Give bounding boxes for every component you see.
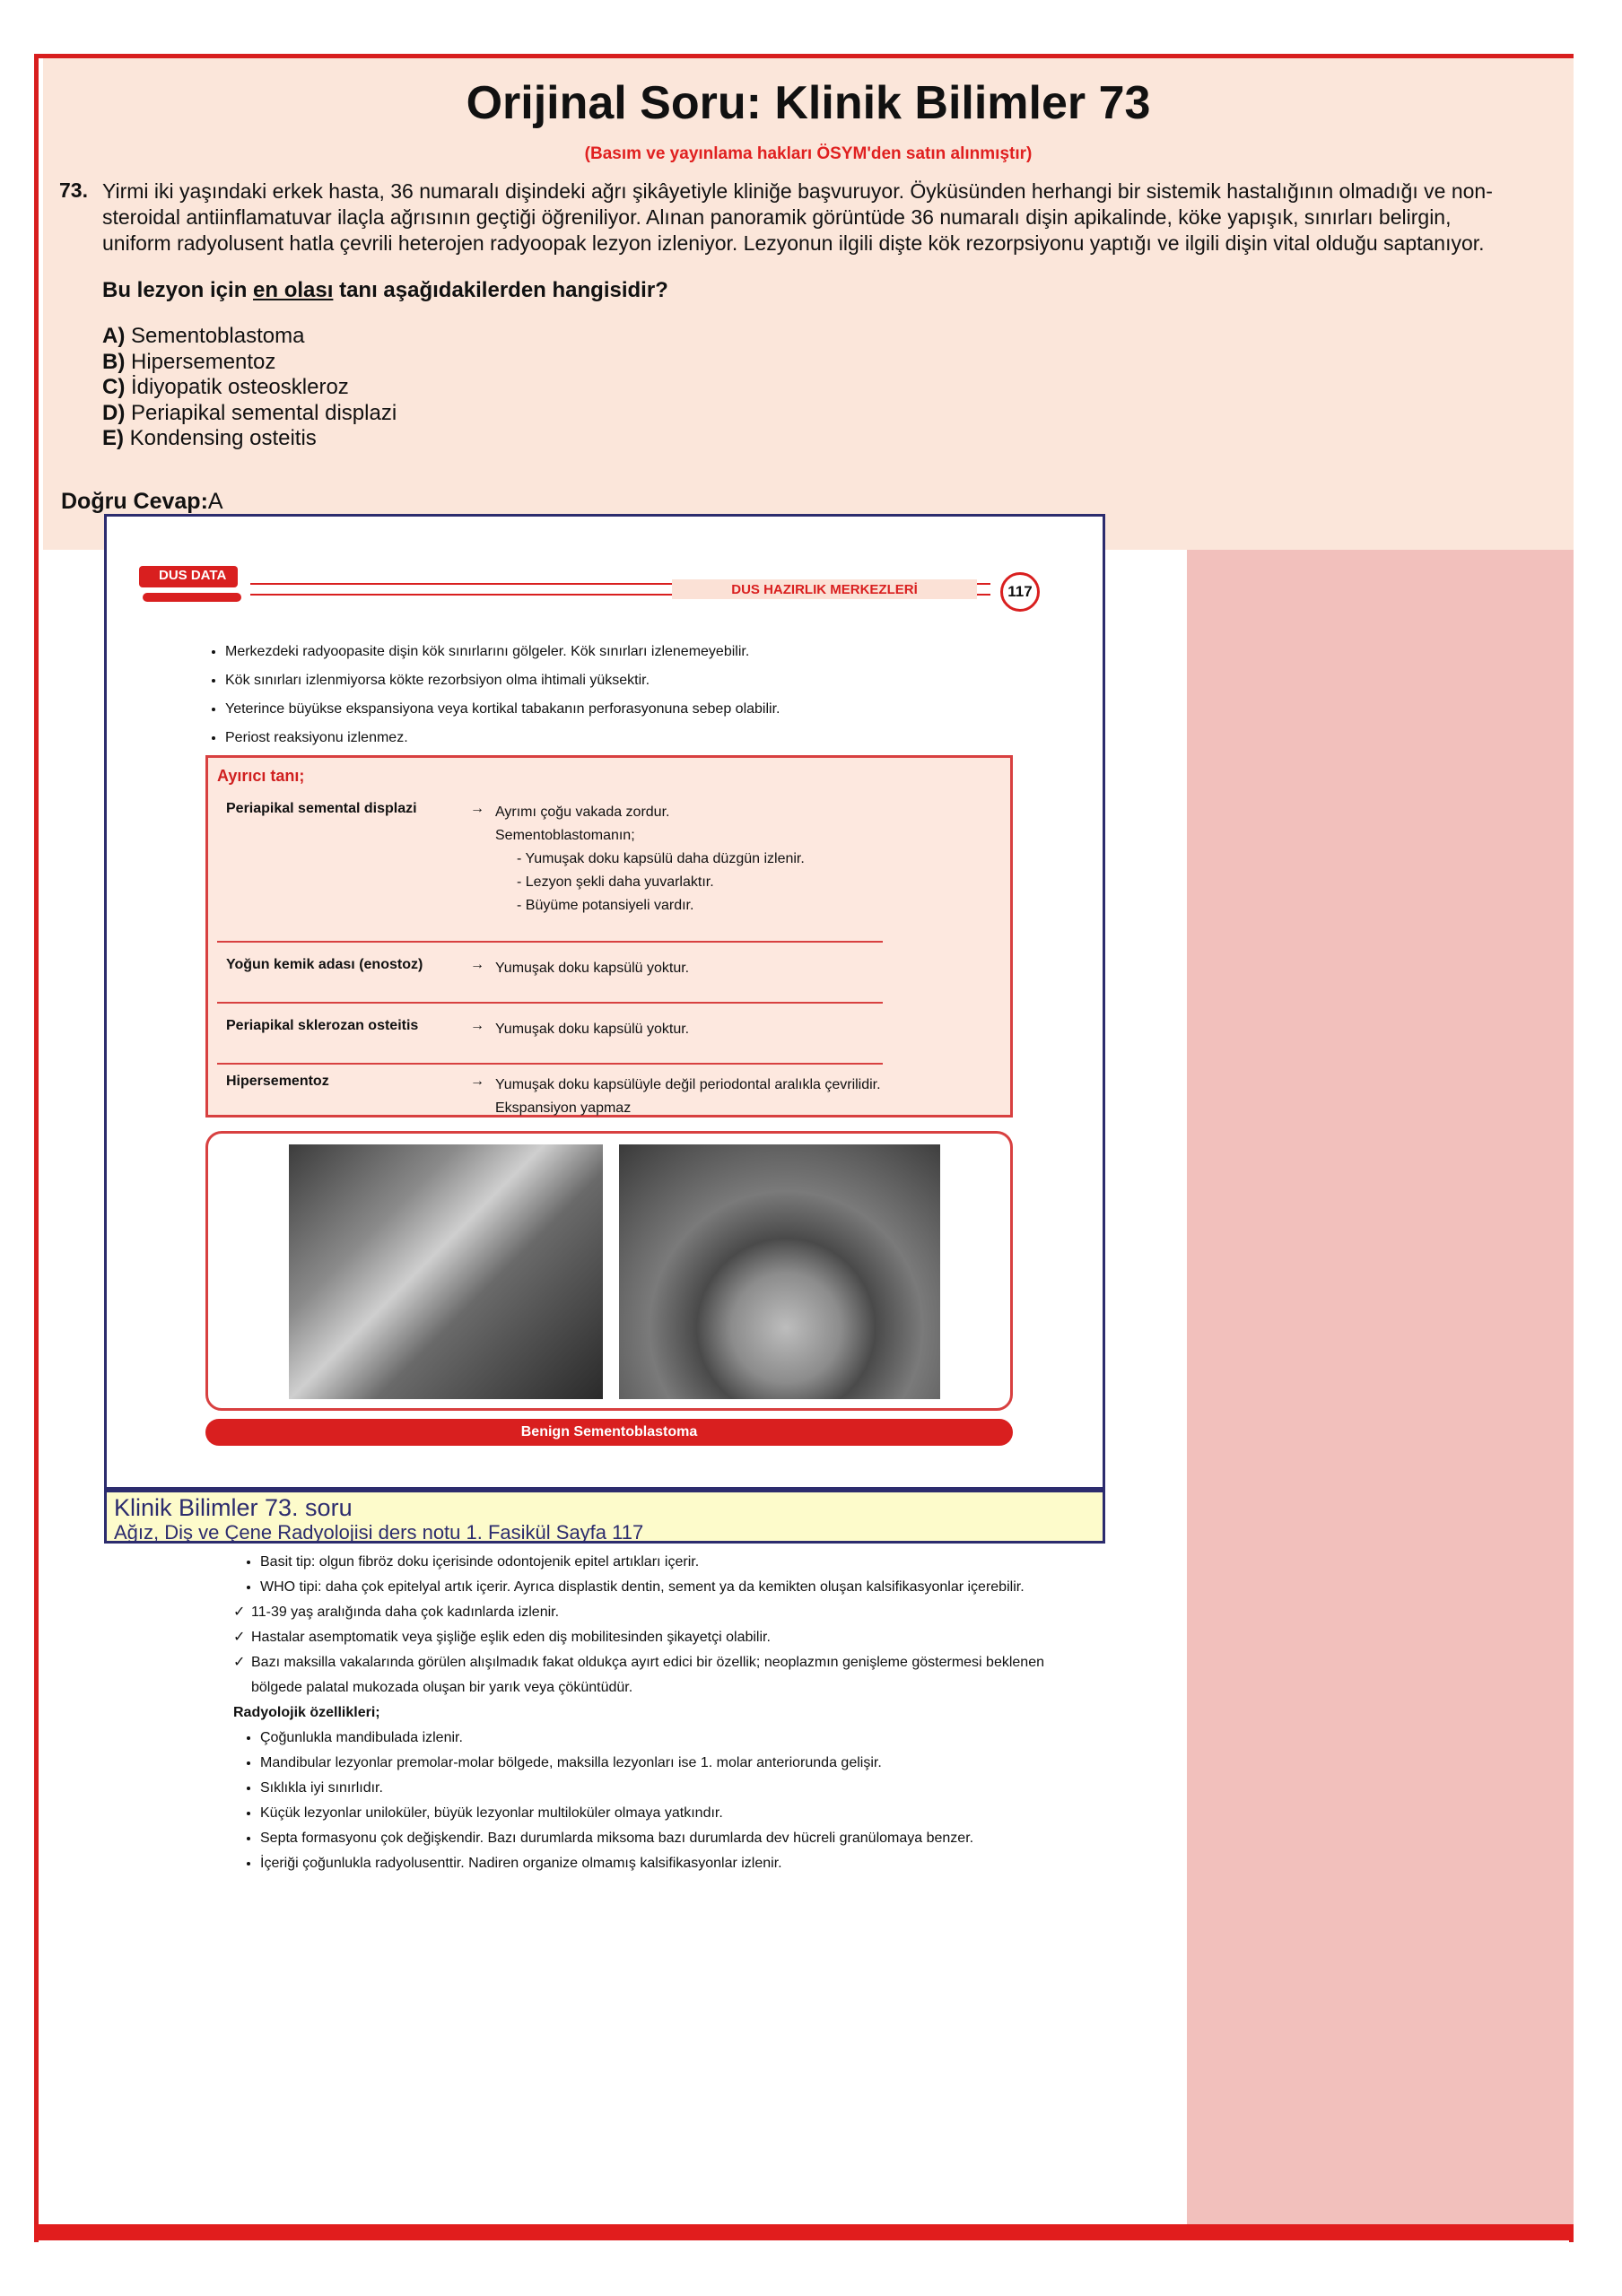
list-item: • Kök sınırları izlenmiyorsa kökte rezorbsiyon olma ihtimali yüksektir. xyxy=(225,666,1033,695)
side-strip xyxy=(1187,550,1574,2229)
option-b: B) Hipersementoz xyxy=(102,349,276,374)
option-d: D) Periapikal semental displazi xyxy=(102,400,397,425)
question-prompt xyxy=(102,278,668,303)
list-item: • Merkezdeki radyoopasite dişin kök sınırlarını gölgeler. Kök sınırları izlenemeyebilir. xyxy=(225,638,1033,666)
source-note-reference: Ağız, Diş ve Çene Radyolojisi ders notu 1. Fasikül Sayfa 117 xyxy=(114,1521,644,1544)
check-item: ✓ Hastalar asemptomatik veya şişliğe eşlik eden diş mobilitesinden şikayetçi olabilir. xyxy=(233,1625,1077,1650)
list-item: • İçeriği çoğunlukla radyolusenttir. Nadiren organize olmamış kalsifikasyonlar izlenir. xyxy=(260,1851,1077,1876)
option-a: A) Sementoblastoma xyxy=(102,324,305,348)
check-item: ✓ Bazı maksilla vakalarında görülen alışılmadık fakat oldukça ayırt edici bir özellik; neoplazmın genişleme göstermesi beklenen bölgede palatal mukozada oluşan bir yarık veya çöküntüdür. xyxy=(233,1650,1077,1700)
section-heading: Radyolojik özellikleri; xyxy=(233,1705,380,1720)
list-item: • WHO tipi: daha çok epitelyal artık içerir. Ayrıca displastik dentin, sement ya da kemikten oluşan kalsifikasyonlar içerebilir. xyxy=(260,1575,1077,1600)
source-note xyxy=(104,1490,1105,1544)
question-number: 73. xyxy=(59,178,88,202)
page-title: Orijinal Soru: Klinik Bilimler 73 xyxy=(466,77,1151,129)
check-item: ✓ 11-39 yaş aralığında daha çok kadınlarda izlenir. xyxy=(233,1600,1077,1625)
type-list xyxy=(233,1550,1077,1600)
ddx-title: Ayırıcı tanı; xyxy=(217,767,305,785)
book-header: DUS HAZIRLIK MERKEZLERİ xyxy=(672,579,977,599)
divider xyxy=(217,941,883,943)
divider xyxy=(217,1002,883,1004)
list-item: • Periost reaksiyonu izlenmez. xyxy=(225,724,1033,752)
question-prompt-end: tanı aşağıdakilerden hangisidir? xyxy=(339,278,668,302)
list-item: • Çoğunlukla mandibulada izlenir. xyxy=(260,1726,1077,1751)
lower-notes xyxy=(233,1550,1077,1876)
option-e: E) Kondensing osteitis xyxy=(102,426,317,450)
bottom-border-bar xyxy=(34,2224,1574,2240)
option-c: C) İdiyopatik osteoskleroz xyxy=(102,375,349,399)
radiograph-panel xyxy=(205,1131,1013,1411)
differential-diagnosis-box: Ayırıcı tanı; Periapikal semental displazi → Ayrımı çoğu vakada zordur. Sementoblastomanın; - Yumuşak doku kapsülü daha düzgün izlenir. - Lezyon şekli daha yuvarlaktır. - Büyüme potansiyeli vardır. Yoğun kemik adası (enostoz) → Yumuşak doku kapsülü yoktur. Periapikal sklerozan osteitis → Yumuşak doku kapsülü yoktur. Hipersementoz → Yumuşak doku kapsülüyle değil periodontal aralıkla çevrilidir. Ekspansiyon yapmaz xyxy=(205,755,1013,1118)
list-item: • Basit tip: olgun fibröz doku içerisinde odontojenik epitel artıkları içerir. xyxy=(260,1550,1077,1575)
dus-data-logo: DUS DATA xyxy=(139,566,247,605)
answer-options xyxy=(102,324,397,452)
figure-caption: Benign Sementoblastoma xyxy=(205,1419,1013,1446)
divider xyxy=(217,1063,883,1065)
list-item: • Yeterince büyükse ekspansiyona veya kortikal tabakanın perforasyonuna sebep olabilir. xyxy=(225,695,1033,724)
correct-answer: Doğru Cevap:A xyxy=(61,489,223,514)
book-bullet-list xyxy=(205,638,1033,752)
question-prompt-emphasis: en olası xyxy=(253,278,334,302)
panoramic-radiograph-image xyxy=(289,1144,603,1399)
radiologic-features-list xyxy=(233,1726,1077,1876)
source-note-title: Klinik Bilimler 73. soru xyxy=(114,1494,353,1521)
list-item: • Septa formasyonu çok değişkendir. Bazı durumlarda miksoma bazı durumlarda dev hücreli granülomaya benzer. xyxy=(260,1826,1077,1851)
copyright-note: (Basım ve yayınlama hakları ÖSYM'den satın alınmıştır) xyxy=(584,144,1033,163)
question-prompt-start: Bu lezyon için xyxy=(102,278,248,302)
list-item: • Küçük lezyonlar uniloküler, büyük lezyonlar multiloküler olmaya yatkındır. xyxy=(260,1801,1077,1826)
list-item: • Sıklıkla iyi sınırlıdır. xyxy=(260,1776,1077,1801)
book-page-number: 117 xyxy=(1000,572,1040,612)
list-item: • Mandibular lezyonlar premolar-molar bölgede, maksilla lezyonları ise 1. molar anteriorunda gelişir. xyxy=(260,1751,1077,1776)
periapical-radiograph-image xyxy=(619,1144,940,1399)
question-panel xyxy=(43,58,1574,550)
book-page-excerpt xyxy=(104,514,1105,1490)
question-text: Yirmi iki yaşındaki erkek hasta, 36 numaralı dişindeki ağrı şikâyetiyle kliniğe başvuruyor. Öyküsünden herhangi bir sistemik hastalığının olmadığı ve non-steroidal antiinflamatuvar ilaçla ağrısının geçtiği öğreniliyor. Alınan panoramik görüntüde 36 numaralı dişin apikalinde, köke yapışık, sınırları belirgin, uniform radyolusent hatla çevrili heterojen radyoopak lezyon izleniyor. Lezyonun ilgili dişte kök rezorpsiyonu yaptığı ve ilgili dişin vital olduğu saptanıyor. xyxy=(102,179,1493,255)
